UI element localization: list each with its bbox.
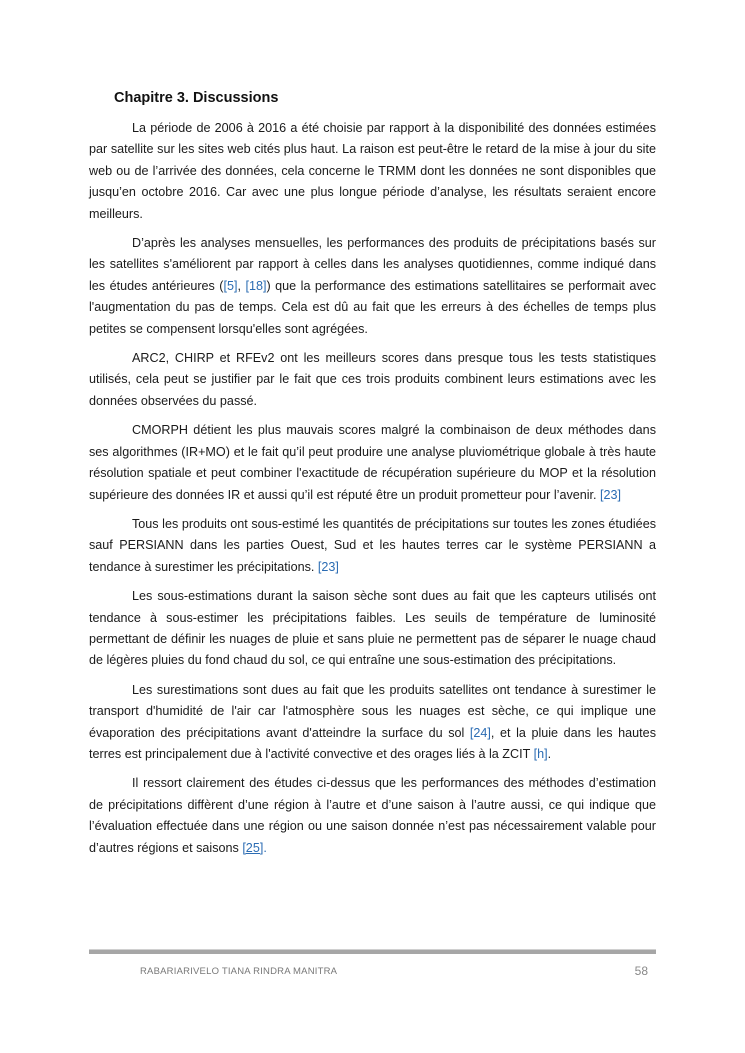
chapter-heading: Chapitre 3. Discussions	[114, 90, 279, 106]
citation-link[interactable]: [18]	[245, 278, 267, 293]
citation-link[interactable]: [25]	[242, 840, 264, 855]
citation-link[interactable]: [24]	[469, 725, 491, 740]
paragraph-text: Il ressort clairement des études ci-dessus que les performances des méthodes d’estimation de précipitations diffèrent d’une région à l’autre et d’une saison à l’autre aussi, ce qui indique que l’évaluation effectuée dans une région ou une saison donnée n’est pas nécessairement valable pour d’autres régions et saisons	[89, 776, 656, 855]
citation-link[interactable]: [23]	[600, 487, 622, 502]
paragraph-text: .	[547, 746, 552, 761]
paragraph-text: ARC2, CHIRP et RFEv2 ont les meilleurs scores dans presque tous les tests statistiques utilisés, cela peut se justifier par le fait que ces trois produits combinent leurs estimations avec les données observées du passé.	[89, 351, 656, 408]
paragraph	[89, 348, 656, 412]
paragraph-text: Tous les produits ont sous-estimé les quantités de précipitations sur toutes les zones étudiées sauf PERSIANN dans les parties Ouest, Sud et les hautes terres car le système PERSIANN a tendance à surestimer les précipitations.	[89, 516, 656, 574]
paragraph	[89, 118, 656, 225]
paragraph	[89, 420, 656, 506]
paragraph	[89, 680, 656, 766]
paragraph-text: ) que la performance des estimations satellitaires se performait avec l'augmentation du pas de temps. Cela est dû au fait que les erreurs à des échelles de temps plus petites se compensent lorsqu'elles sont agrégées.	[89, 278, 656, 336]
paragraph-text: Les surestimations sont dues au fait que les produits satellites ont tendance à surestimer le transport d'humidité de l'air car l'atmosphère sous les nuages est sèche, ce qui implique une évaporation des précipitations avant d'atteindre la surface du sol	[89, 682, 656, 740]
citation-link[interactable]: .	[263, 840, 267, 855]
page-number: 58	[634, 964, 648, 978]
paragraph-text: La période de 2006 à 2016 a été choisie par rapport à la disponibilité des données estimées par satellite sur les sites web cités plus haut. La raison est peut-être le retard de la mise à jour du site web ou de l’arrivée des données, cela concerne le TRMM dont les données ne sont disponibles que jusqu’en octobre 2016. Car avec une plus longue période d’analyse, les résultats seraient encore meilleurs.	[89, 121, 656, 221]
footer-author: RABARIARIVELO TIANA RINDRA MANITRA	[140, 966, 338, 977]
body-text	[89, 118, 656, 867]
paragraph	[89, 514, 656, 578]
paragraph-text: D’après les analyses mensuelles, les performances des produits de précipitations basés sur les satellites s'améliorent par rapport à celles dans les analyses quotidiennes, comme indiqué dans les études antérieures (	[89, 236, 656, 293]
paragraph-text: Les sous-estimations durant la saison sèche sont dues au fait que les capteurs utilisés ont tendance à sous-estimer les précipitations faibles. Les seuils de température de luminosité permettant de définir les nuages de pluie et sans pluie ne permettent pas de séparer le nuage chaud de légères pluies du fond chaud du sol, ce qui entraîne une sous-estimation des précipitations.	[89, 589, 656, 668]
citation-link[interactable]: [h]	[533, 746, 548, 761]
paragraph	[89, 773, 656, 859]
paragraph	[89, 586, 656, 672]
paragraph-text: ,	[237, 278, 246, 293]
paragraph	[89, 233, 656, 340]
paragraph-text: CMORPH détient les plus mauvais scores malgré la combinaison de deux méthodes dans ses algorithmes (IR+MO) et le fait qu’il peut produire une analyse pluviométrique globale à très haute résolution spatiale et peut combiner l'exactitude de récupération supérieure du MOP et la résolution supérieure des données IR et aussi qu’il est réputé être un produit prometteur pour l’avenir.	[89, 423, 656, 502]
citation-link[interactable]: [5]	[223, 278, 238, 293]
citation-link[interactable]: [23]	[317, 559, 339, 574]
footer-rule	[89, 949, 656, 954]
paragraph-text: , et la pluie dans les hautes terres est principalement due à l'activité convective et des orages liés à la ZCIT	[89, 725, 656, 761]
